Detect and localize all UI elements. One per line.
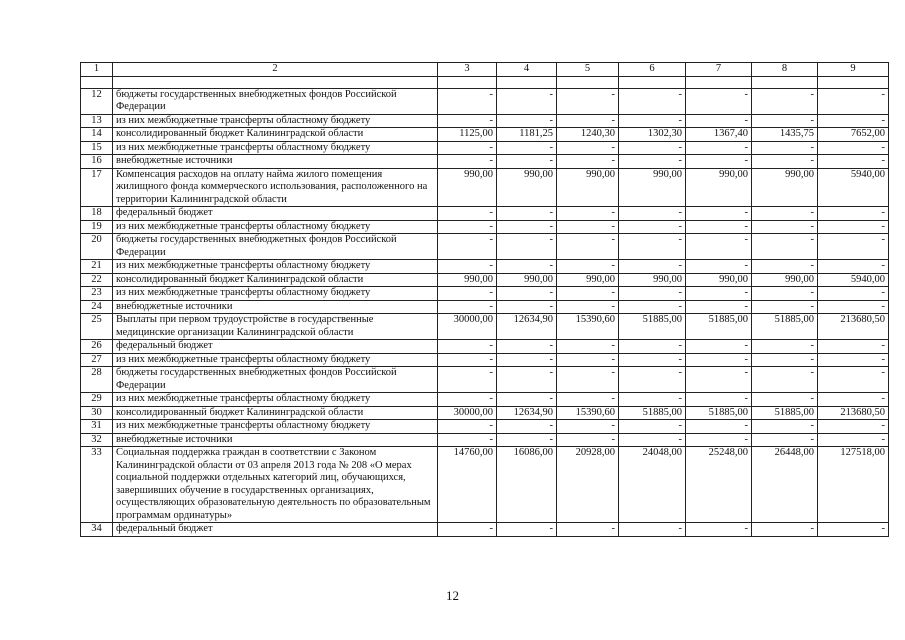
value-cell: -	[497, 367, 557, 393]
value-cell: 213680,50	[818, 406, 889, 420]
column-header: 1	[81, 63, 113, 77]
value-cell: -	[686, 300, 752, 314]
row-number: 27	[81, 353, 113, 367]
value-cell: -	[686, 420, 752, 434]
value-cell: -	[818, 114, 889, 128]
row-description: федеральный бюджет	[113, 340, 438, 354]
value-cell: -	[818, 393, 889, 407]
row-description: внебюджетные источники	[113, 155, 438, 169]
value-cell: -	[619, 300, 686, 314]
value-cell: -	[818, 155, 889, 169]
value-cell: 990,00	[619, 168, 686, 207]
row-number: 33	[81, 447, 113, 523]
value-cell: -	[619, 260, 686, 274]
value-cell: -	[497, 141, 557, 155]
value-cell: -	[438, 353, 497, 367]
row-number: 23	[81, 287, 113, 301]
value-cell: -	[619, 114, 686, 128]
column-header: 6	[619, 63, 686, 77]
row-description: из них межбюджетные трансферты областному бюджету	[113, 353, 438, 367]
row-number: 29	[81, 393, 113, 407]
value-cell: 990,00	[752, 168, 818, 207]
value-cell: -	[752, 141, 818, 155]
value-cell: 990,00	[438, 273, 497, 287]
value-cell: -	[818, 234, 889, 260]
value-cell: -	[438, 523, 497, 537]
value-cell: -	[619, 155, 686, 169]
value-cell	[752, 76, 818, 88]
table-row	[81, 300, 889, 314]
row-number: 25	[81, 314, 113, 340]
column-header: 2	[113, 63, 438, 77]
value-cell: -	[497, 207, 557, 221]
table-row	[81, 406, 889, 420]
value-cell: 51885,00	[619, 314, 686, 340]
row-description: из них межбюджетные трансферты областному бюджету	[113, 287, 438, 301]
value-cell: -	[752, 155, 818, 169]
row-number: 20	[81, 234, 113, 260]
row-number: 18	[81, 207, 113, 221]
row-number: 31	[81, 420, 113, 434]
value-cell: 20928,00	[557, 447, 619, 523]
value-cell: -	[438, 300, 497, 314]
column-header: 8	[752, 63, 818, 77]
value-cell: -	[686, 234, 752, 260]
row-number: 16	[81, 155, 113, 169]
row-description: из них межбюджетные трансферты областному бюджету	[113, 420, 438, 434]
column-header: 9	[818, 63, 889, 77]
row-description	[113, 76, 438, 88]
value-cell: 7652,00	[818, 128, 889, 142]
budget-table	[80, 62, 889, 537]
table-row	[81, 393, 889, 407]
value-cell: 990,00	[497, 273, 557, 287]
value-cell: -	[818, 433, 889, 447]
value-cell: -	[557, 88, 619, 114]
value-cell: -	[438, 393, 497, 407]
value-cell	[619, 76, 686, 88]
value-cell	[686, 76, 752, 88]
row-description: консолидированный бюджет Калининградской области	[113, 128, 438, 142]
value-cell: 127518,00	[818, 447, 889, 523]
value-cell: 51885,00	[752, 314, 818, 340]
table-row	[81, 88, 889, 114]
value-cell: -	[686, 433, 752, 447]
value-cell: -	[752, 433, 818, 447]
value-cell: 5940,00	[818, 168, 889, 207]
value-cell: 1125,00	[438, 128, 497, 142]
value-cell: -	[619, 433, 686, 447]
value-cell: 1240,30	[557, 128, 619, 142]
value-cell: -	[752, 523, 818, 537]
budget-table-page	[80, 62, 888, 537]
value-cell: -	[438, 340, 497, 354]
table-row	[81, 234, 889, 260]
value-cell: -	[497, 523, 557, 537]
value-cell: -	[438, 220, 497, 234]
table-row	[81, 353, 889, 367]
row-number: 14	[81, 128, 113, 142]
row-number: 17	[81, 168, 113, 207]
row-number: 32	[81, 433, 113, 447]
value-cell: 16086,00	[497, 447, 557, 523]
row-description: бюджеты государственных внебюджетных фондов Российской Федерации	[113, 88, 438, 114]
page-number: 12	[446, 588, 459, 603]
value-cell: -	[557, 207, 619, 221]
table-row	[81, 168, 889, 207]
row-number: 12	[81, 88, 113, 114]
value-cell: 990,00	[686, 168, 752, 207]
value-cell: -	[497, 420, 557, 434]
value-cell	[438, 76, 497, 88]
value-cell: 213680,50	[818, 314, 889, 340]
value-cell: -	[818, 141, 889, 155]
value-cell: 990,00	[497, 168, 557, 207]
row-description: внебюджетные источники	[113, 300, 438, 314]
value-cell: -	[438, 433, 497, 447]
value-cell: -	[557, 260, 619, 274]
table-row	[81, 141, 889, 155]
column-number-header-row	[81, 63, 889, 77]
value-cell: 25248,00	[686, 447, 752, 523]
row-description: из них межбюджетные трансферты областному бюджету	[113, 141, 438, 155]
value-cell: -	[752, 220, 818, 234]
value-cell: -	[818, 88, 889, 114]
value-cell: -	[438, 287, 497, 301]
value-cell: 24048,00	[619, 447, 686, 523]
value-cell: -	[619, 353, 686, 367]
value-cell: 990,00	[686, 273, 752, 287]
value-cell: -	[557, 155, 619, 169]
value-cell: 1181,25	[497, 128, 557, 142]
row-number: 24	[81, 300, 113, 314]
value-cell	[557, 76, 619, 88]
column-header: 3	[438, 63, 497, 77]
row-number: 15	[81, 141, 113, 155]
value-cell: -	[438, 141, 497, 155]
row-description: бюджеты государственных внебюджетных фондов Российской Федерации	[113, 234, 438, 260]
value-cell: -	[619, 234, 686, 260]
value-cell: -	[557, 234, 619, 260]
row-description: Социальная поддержка граждан в соответствии с Законом Калининградской области от 03 апреля 2013 года № 208 «О мерах социальной поддержки отдельных категорий лиц, обучающихся, завершивших обучение в государственных организациях, осуществляющих образовательную деятельность по образовательным программам ординатуры»	[113, 447, 438, 523]
value-cell: -	[438, 114, 497, 128]
value-cell: -	[497, 234, 557, 260]
row-description: бюджеты государственных внебюджетных фондов Российской Федерации	[113, 367, 438, 393]
value-cell: -	[818, 220, 889, 234]
value-cell: 26448,00	[752, 447, 818, 523]
table-row	[81, 433, 889, 447]
value-cell: -	[818, 207, 889, 221]
value-cell: 51885,00	[619, 406, 686, 420]
table-row	[81, 340, 889, 354]
value-cell: -	[557, 523, 619, 537]
value-cell: -	[818, 260, 889, 274]
row-description: Компенсация расходов на оплату найма жилого помещения жилищного фонда коммерческого использования, расположенного на территории Калининградской области	[113, 168, 438, 207]
value-cell: -	[818, 287, 889, 301]
value-cell: -	[818, 523, 889, 537]
column-header: 7	[686, 63, 752, 77]
row-description: консолидированный бюджет Калининградской области	[113, 406, 438, 420]
value-cell: -	[686, 155, 752, 169]
row-number: 34	[81, 523, 113, 537]
value-cell: -	[619, 141, 686, 155]
value-cell: -	[752, 88, 818, 114]
row-description: из них межбюджетные трансферты областному бюджету	[113, 393, 438, 407]
column-header: 4	[497, 63, 557, 77]
value-cell: 51885,00	[686, 406, 752, 420]
table-row	[81, 128, 889, 142]
table-row	[81, 260, 889, 274]
value-cell: 1435,75	[752, 128, 818, 142]
value-cell: -	[438, 367, 497, 393]
row-description: федеральный бюджет	[113, 523, 438, 537]
value-cell: -	[619, 88, 686, 114]
value-cell: -	[752, 353, 818, 367]
value-cell: -	[438, 420, 497, 434]
value-cell: -	[619, 287, 686, 301]
value-cell: -	[497, 393, 557, 407]
value-cell: -	[619, 207, 686, 221]
row-number: 30	[81, 406, 113, 420]
value-cell: -	[686, 88, 752, 114]
value-cell: -	[619, 420, 686, 434]
value-cell: -	[438, 234, 497, 260]
value-cell: 15390,60	[557, 314, 619, 340]
value-cell: -	[752, 287, 818, 301]
table-row	[81, 314, 889, 340]
row-number: 19	[81, 220, 113, 234]
value-cell: -	[497, 433, 557, 447]
row-description: из них межбюджетные трансферты областному бюджету	[113, 114, 438, 128]
value-cell: -	[619, 220, 686, 234]
row-number: 28	[81, 367, 113, 393]
value-cell: -	[497, 353, 557, 367]
row-description: консолидированный бюджет Калининградской области	[113, 273, 438, 287]
value-cell: -	[557, 340, 619, 354]
value-cell: -	[557, 353, 619, 367]
value-cell: -	[818, 300, 889, 314]
table-row	[81, 207, 889, 221]
row-description: из них межбюджетные трансферты областному бюджету	[113, 260, 438, 274]
value-cell: -	[818, 353, 889, 367]
value-cell: -	[752, 234, 818, 260]
value-cell	[818, 76, 889, 88]
table-row	[81, 367, 889, 393]
value-cell: -	[818, 340, 889, 354]
value-cell: -	[557, 367, 619, 393]
value-cell: -	[557, 300, 619, 314]
table-row	[81, 523, 889, 537]
value-cell: -	[497, 340, 557, 354]
table-row	[81, 114, 889, 128]
value-cell: -	[438, 260, 497, 274]
value-cell: -	[686, 393, 752, 407]
row-number	[81, 76, 113, 88]
value-cell: 990,00	[438, 168, 497, 207]
row-description: внебюджетные источники	[113, 433, 438, 447]
value-cell: -	[752, 340, 818, 354]
value-cell: 51885,00	[686, 314, 752, 340]
value-cell: -	[619, 340, 686, 354]
value-cell: -	[752, 420, 818, 434]
value-cell: -	[557, 420, 619, 434]
value-cell: 990,00	[752, 273, 818, 287]
value-cell: -	[438, 155, 497, 169]
value-cell: -	[557, 114, 619, 128]
value-cell: -	[557, 141, 619, 155]
value-cell: -	[497, 114, 557, 128]
value-cell: 15390,60	[557, 406, 619, 420]
table-row	[81, 287, 889, 301]
value-cell: -	[686, 523, 752, 537]
table-row	[81, 420, 889, 434]
value-cell: -	[818, 367, 889, 393]
value-cell: -	[752, 260, 818, 274]
row-number: 22	[81, 273, 113, 287]
value-cell: 30000,00	[438, 406, 497, 420]
value-cell: -	[752, 300, 818, 314]
value-cell: -	[686, 287, 752, 301]
value-cell: 30000,00	[438, 314, 497, 340]
value-cell: -	[497, 287, 557, 301]
table-row	[81, 155, 889, 169]
value-cell: -	[497, 220, 557, 234]
value-cell: -	[557, 220, 619, 234]
table-row	[81, 447, 889, 523]
value-cell: -	[686, 340, 752, 354]
table-row	[81, 76, 889, 88]
table-row	[81, 273, 889, 287]
value-cell: -	[438, 207, 497, 221]
value-cell: 12634,90	[497, 406, 557, 420]
value-cell: 1367,40	[686, 128, 752, 142]
value-cell: -	[686, 207, 752, 221]
value-cell: -	[686, 141, 752, 155]
value-cell: -	[619, 523, 686, 537]
value-cell: -	[557, 393, 619, 407]
value-cell: -	[686, 260, 752, 274]
value-cell: -	[497, 88, 557, 114]
value-cell: -	[619, 393, 686, 407]
value-cell: 990,00	[619, 273, 686, 287]
value-cell: -	[619, 367, 686, 393]
value-cell: 990,00	[557, 273, 619, 287]
value-cell: 12634,90	[497, 314, 557, 340]
column-header: 5	[557, 63, 619, 77]
value-cell: 14760,00	[438, 447, 497, 523]
value-cell: -	[686, 353, 752, 367]
row-number: 26	[81, 340, 113, 354]
value-cell: -	[686, 220, 752, 234]
value-cell: 5940,00	[818, 273, 889, 287]
row-description: Выплаты при первом трудоустройстве в государственные медицинские организации Калининградской области	[113, 314, 438, 340]
value-cell	[497, 76, 557, 88]
value-cell: -	[686, 114, 752, 128]
row-description: федеральный бюджет	[113, 207, 438, 221]
value-cell: -	[752, 367, 818, 393]
value-cell: 51885,00	[752, 406, 818, 420]
value-cell: -	[557, 433, 619, 447]
value-cell: -	[752, 114, 818, 128]
value-cell: 1302,30	[619, 128, 686, 142]
value-cell: -	[752, 207, 818, 221]
row-description: из них межбюджетные трансферты областному бюджету	[113, 220, 438, 234]
row-number: 13	[81, 114, 113, 128]
table-row	[81, 220, 889, 234]
value-cell: -	[497, 300, 557, 314]
value-cell: -	[752, 393, 818, 407]
value-cell: -	[557, 287, 619, 301]
value-cell: -	[497, 155, 557, 169]
value-cell: -	[497, 260, 557, 274]
value-cell: 990,00	[557, 168, 619, 207]
row-number: 21	[81, 260, 113, 274]
value-cell: -	[438, 88, 497, 114]
value-cell: -	[686, 367, 752, 393]
value-cell: -	[818, 420, 889, 434]
